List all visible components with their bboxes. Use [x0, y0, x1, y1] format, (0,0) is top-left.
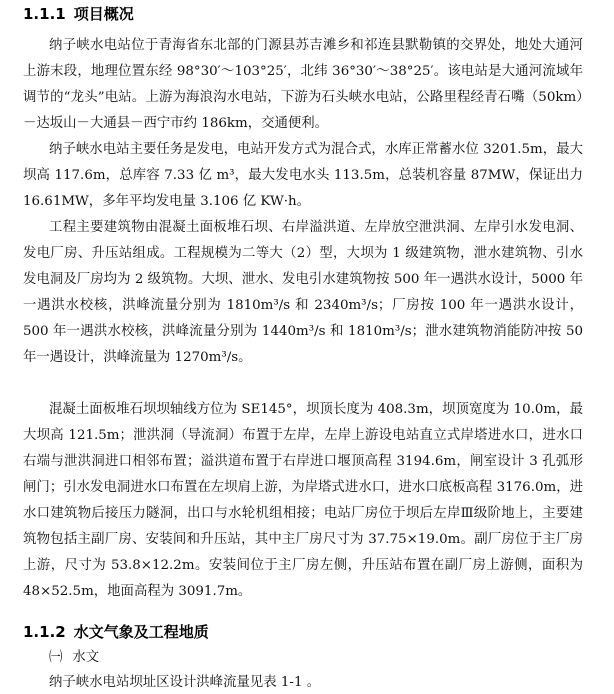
paragraph-location: 纳子峡水电站位于青海省东北部的门源县苏吉滩乡和祁连县默勒镇的交界处，地处大通河上游末段，地理位置东经 98°30′～103°25′，北纬 36°30′～38°25′。该电站是大通河流域年调节的“龙头”电站。上游为海浪沟水电站，下游为石头峡水电站，公路里程经青石嘴（50km）－达坂山－大通县－西宁市约 186km，交通便利。	[23, 38, 583, 131]
section-heading-1-1-2	[23, 622, 209, 642]
subsection-title: 水文	[72, 650, 100, 665]
paragraph-structures: 工程主要建筑物由混凝土面板堆石坝、右岸溢洪道、左岸放空泄洪洞、左岸引水发电洞、发电厂房、升压站组成。工程规模为二等大（2）型，大坝为 1 级建筑物，泄水建筑物、引水发电洞及厂房均为 2 级筑物。大坝、泄水、发电引水建筑物按 500 年一遇洪水设计，5000 年一遇洪水校核，洪峰流量分别为 1810m³/s 和 2340m³/s；厂房按 100 年一遇洪水设计，500 年一遇洪水校核，洪峰流量分别为 1440m³/s 和 1810m³/s；泄水建筑物消能防冲按 50 年一遇设计，洪峰流量为 1270m³/s。	[23, 220, 583, 365]
paragraph-dam-layout: 混凝土面板堆石坝坝轴线方位为 SE145°，坝顶长度为 408.3m，坝顶宽度为 10.0m，最大坝高 121.5m；泄洪洞（导流洞）布置于左岸，左岸上游设电站直立式岸塔进水口，进水口右端与泄洪洞进口相邻布置；溢洪道布置于右岸进口堰顶高程 3194.6m，闸室设计 3 孔弧形闸门；引水发电洞进水口布置在左坝肩上游，为岸塔式进水口，进水口底板高程 3176.0m，进水口建筑物后接压力隧洞，出口与水轮机组相接；电站厂房位于坝后左岸Ⅲ级阶地上，主要建筑物包括主副厂房、安装间和升压站，其中主厂房尺寸为 37.75×19.0m。副厂房位于主厂房上游，尺寸为 53.8×12.2m。安装间位于主厂房左侧，升压站布置在副厂房上游侧，面积为 48×52.5m，地面高程为 3091.7m。	[23, 402, 583, 599]
paragraph-table-reference: 纳子峡水电站坝址区设计洪峰流量见表 1-1 。	[49, 675, 321, 690]
section-number: 1.1.2	[23, 623, 66, 641]
section-number: 1.1.1	[23, 5, 66, 23]
paragraph-main-tasks: 纳子峡水电站主要任务是发电，电站开发方式为混合式，水库正常蓄水位 3201.5m，最大坝高 117.6m，总库容 7.33 亿 m³，最大发电水头 113.5m，总装机容量 87MW，保证出力 16.61MW，多年平均发电量 3.106 亿 KW·h。	[23, 142, 583, 209]
section-title: 水文气象及工程地质	[73, 623, 209, 641]
section-title: 项目概况	[73, 5, 134, 23]
subsection-hydrology	[49, 648, 99, 668]
subsection-marker: ㈠	[49, 650, 63, 665]
section-heading-1-1-1	[23, 4, 134, 24]
